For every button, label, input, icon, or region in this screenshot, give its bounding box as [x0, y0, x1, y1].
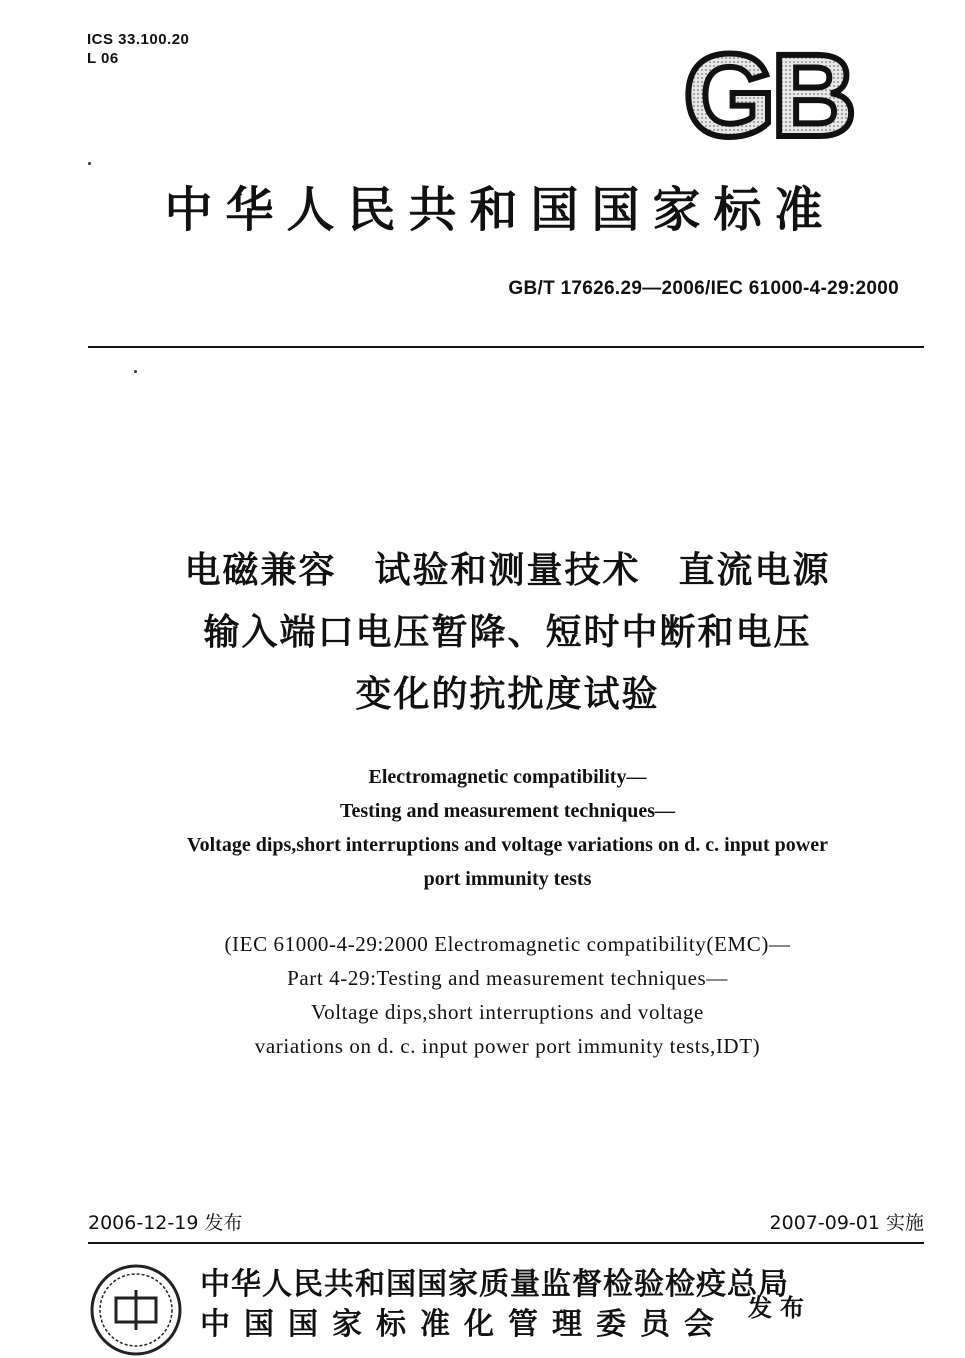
english-title-line: Voltage dips,short interruptions and voltage variations on d. c. input power — [187, 834, 828, 856]
iec-reference-line: (IEC 61000-4-29:2000 Electromagnetic compatibility(EMC)— — [224, 932, 791, 956]
issue-date: 2006-12-19 发布 — [88, 1212, 243, 1234]
english-title-line: Testing and measurement techniques— — [339, 800, 676, 822]
bottom-divider — [88, 1242, 924, 1244]
english-title-line: port immunity tests — [423, 868, 592, 890]
chinese-title-line: 电磁兼容 试验和测量技术 直流电源 — [184, 550, 831, 591]
english-title — [60, 760, 955, 896]
chinese-title-line: 变化的抗扰度试验 — [355, 674, 660, 715]
chinese-title-line: 输入端口电压暂降、短时中断和电压 — [203, 612, 812, 653]
issuer-line: 中华人民共和国国家质量监督检验检疫总局 — [200, 1267, 789, 1302]
ccs-code: L 06 — [87, 50, 119, 67]
issuing-authorities — [200, 1265, 789, 1345]
scan-speck — [134, 370, 137, 373]
implementation-date: 2007-09-01 实施 — [769, 1212, 924, 1234]
english-title-line: Electromagnetic compatibility— — [368, 766, 647, 788]
scan-speck — [88, 162, 91, 165]
standard-category-title: 中华人民共和国国家标准 — [164, 182, 836, 238]
iec-reference-line: variations on d. c. input power port immunity tests,IDT) — [254, 1034, 761, 1058]
ics-code: ICS 33.100.20 — [87, 31, 190, 48]
gb-logo-text: GB — [683, 44, 853, 144]
iec-reference-line: Voltage dips,short interruptions and voltage — [311, 1000, 704, 1024]
iec-reference — [60, 927, 955, 1063]
gb-logo-icon — [668, 44, 868, 144]
issue-action: 发布 — [748, 1294, 812, 1322]
official-seal-icon — [88, 1262, 184, 1358]
top-divider — [88, 346, 924, 348]
issuer-line: 中国国家标准化管理委员会 — [200, 1307, 728, 1342]
standard-number: GB/T 17626.29—2006/IEC 61000-4-29:2000 — [508, 278, 899, 299]
iec-reference-line: Part 4-29:Testing and measurement techniques— — [287, 966, 728, 990]
chinese-title — [60, 540, 955, 726]
classification-codes — [87, 30, 189, 68]
